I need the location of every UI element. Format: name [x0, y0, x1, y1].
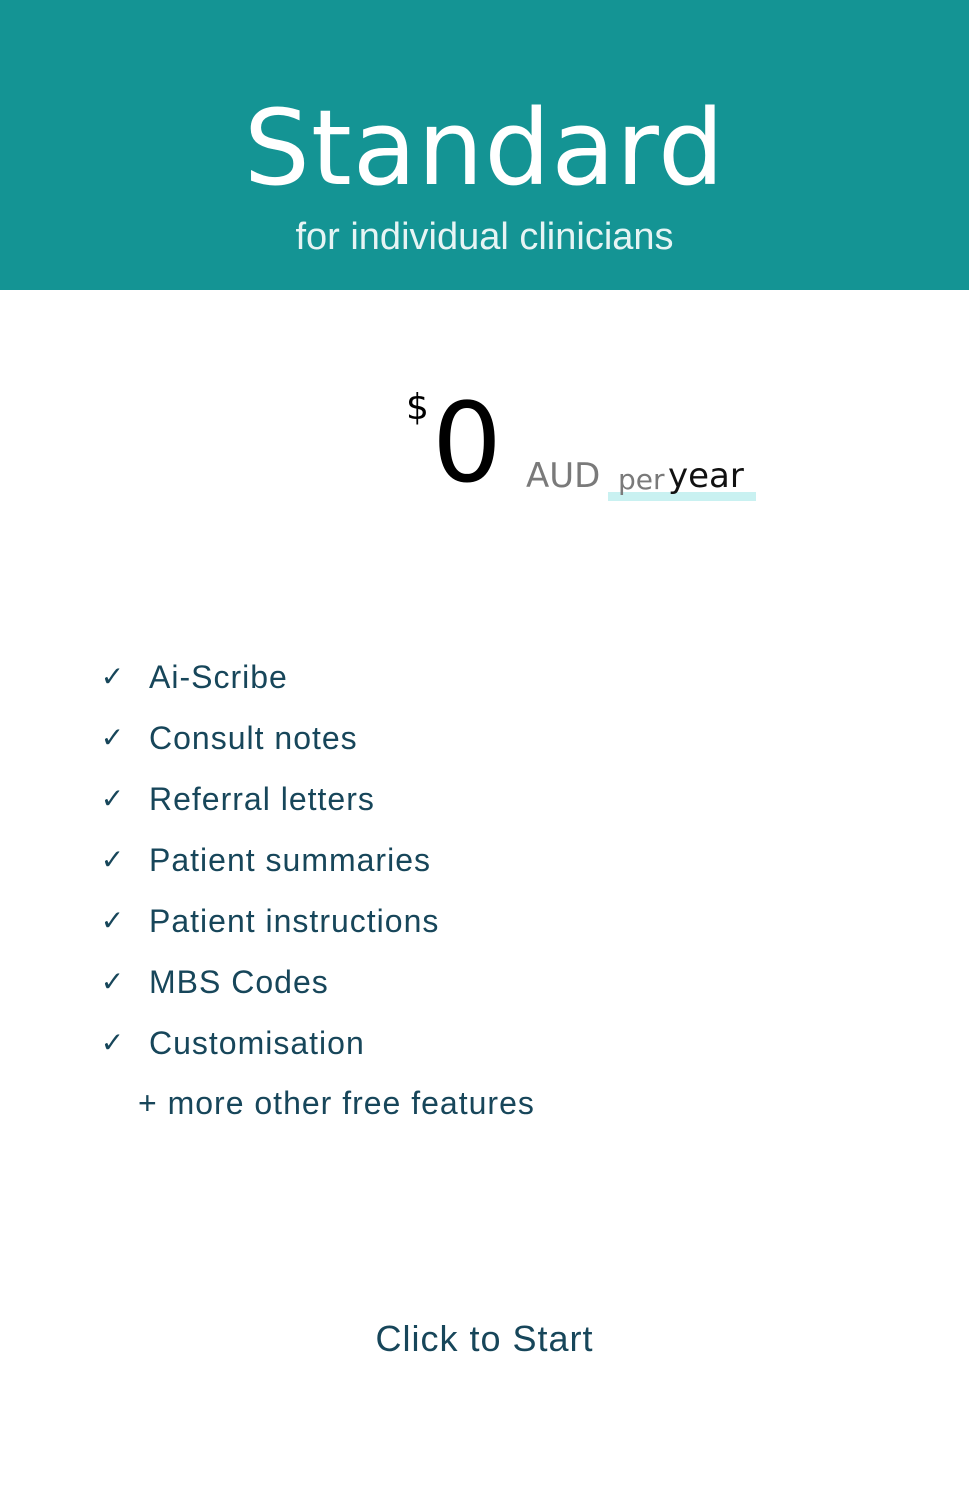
feature-label: Ai-Scribe: [149, 659, 288, 695]
feature-item: [96, 833, 896, 894]
feature-label: Patient summaries: [149, 842, 431, 878]
plan-header: [0, 0, 969, 290]
feature-item: [96, 894, 896, 955]
feature-item: [96, 1016, 896, 1077]
check-icon: ✓: [100, 965, 126, 998]
more-features-note: + more other free features: [138, 1085, 535, 1121]
plan-subtitle: for individual clinicians: [295, 216, 674, 258]
feature-item: [96, 650, 896, 711]
feature-item: [96, 955, 896, 1016]
check-icon: ✓: [100, 904, 126, 937]
feature-label: Customisation: [149, 1025, 365, 1061]
price-amount: 0: [432, 379, 502, 507]
per-label: per: [618, 463, 665, 496]
check-icon: ✓: [100, 843, 126, 876]
feature-label: Patient instructions: [149, 903, 440, 939]
period-label: year: [668, 456, 744, 496]
feature-label: Consult notes: [149, 720, 358, 756]
currency-symbol: $: [406, 387, 429, 428]
price-block: [0, 370, 969, 520]
currency-code: AUD: [526, 456, 601, 496]
plan-title: Standard: [243, 87, 726, 209]
start-button[interactable]: Click to Start: [0, 1310, 969, 1368]
check-icon: ✓: [100, 782, 126, 815]
feature-item: [96, 772, 896, 833]
feature-label: Referral letters: [149, 781, 375, 817]
check-icon: ✓: [100, 721, 126, 754]
feature-label: MBS Codes: [149, 964, 329, 1000]
feature-item: [96, 711, 896, 772]
billing-period: [608, 454, 758, 504]
feature-list: [96, 650, 896, 1077]
check-icon: ✓: [100, 660, 126, 693]
check-icon: ✓: [100, 1026, 126, 1059]
